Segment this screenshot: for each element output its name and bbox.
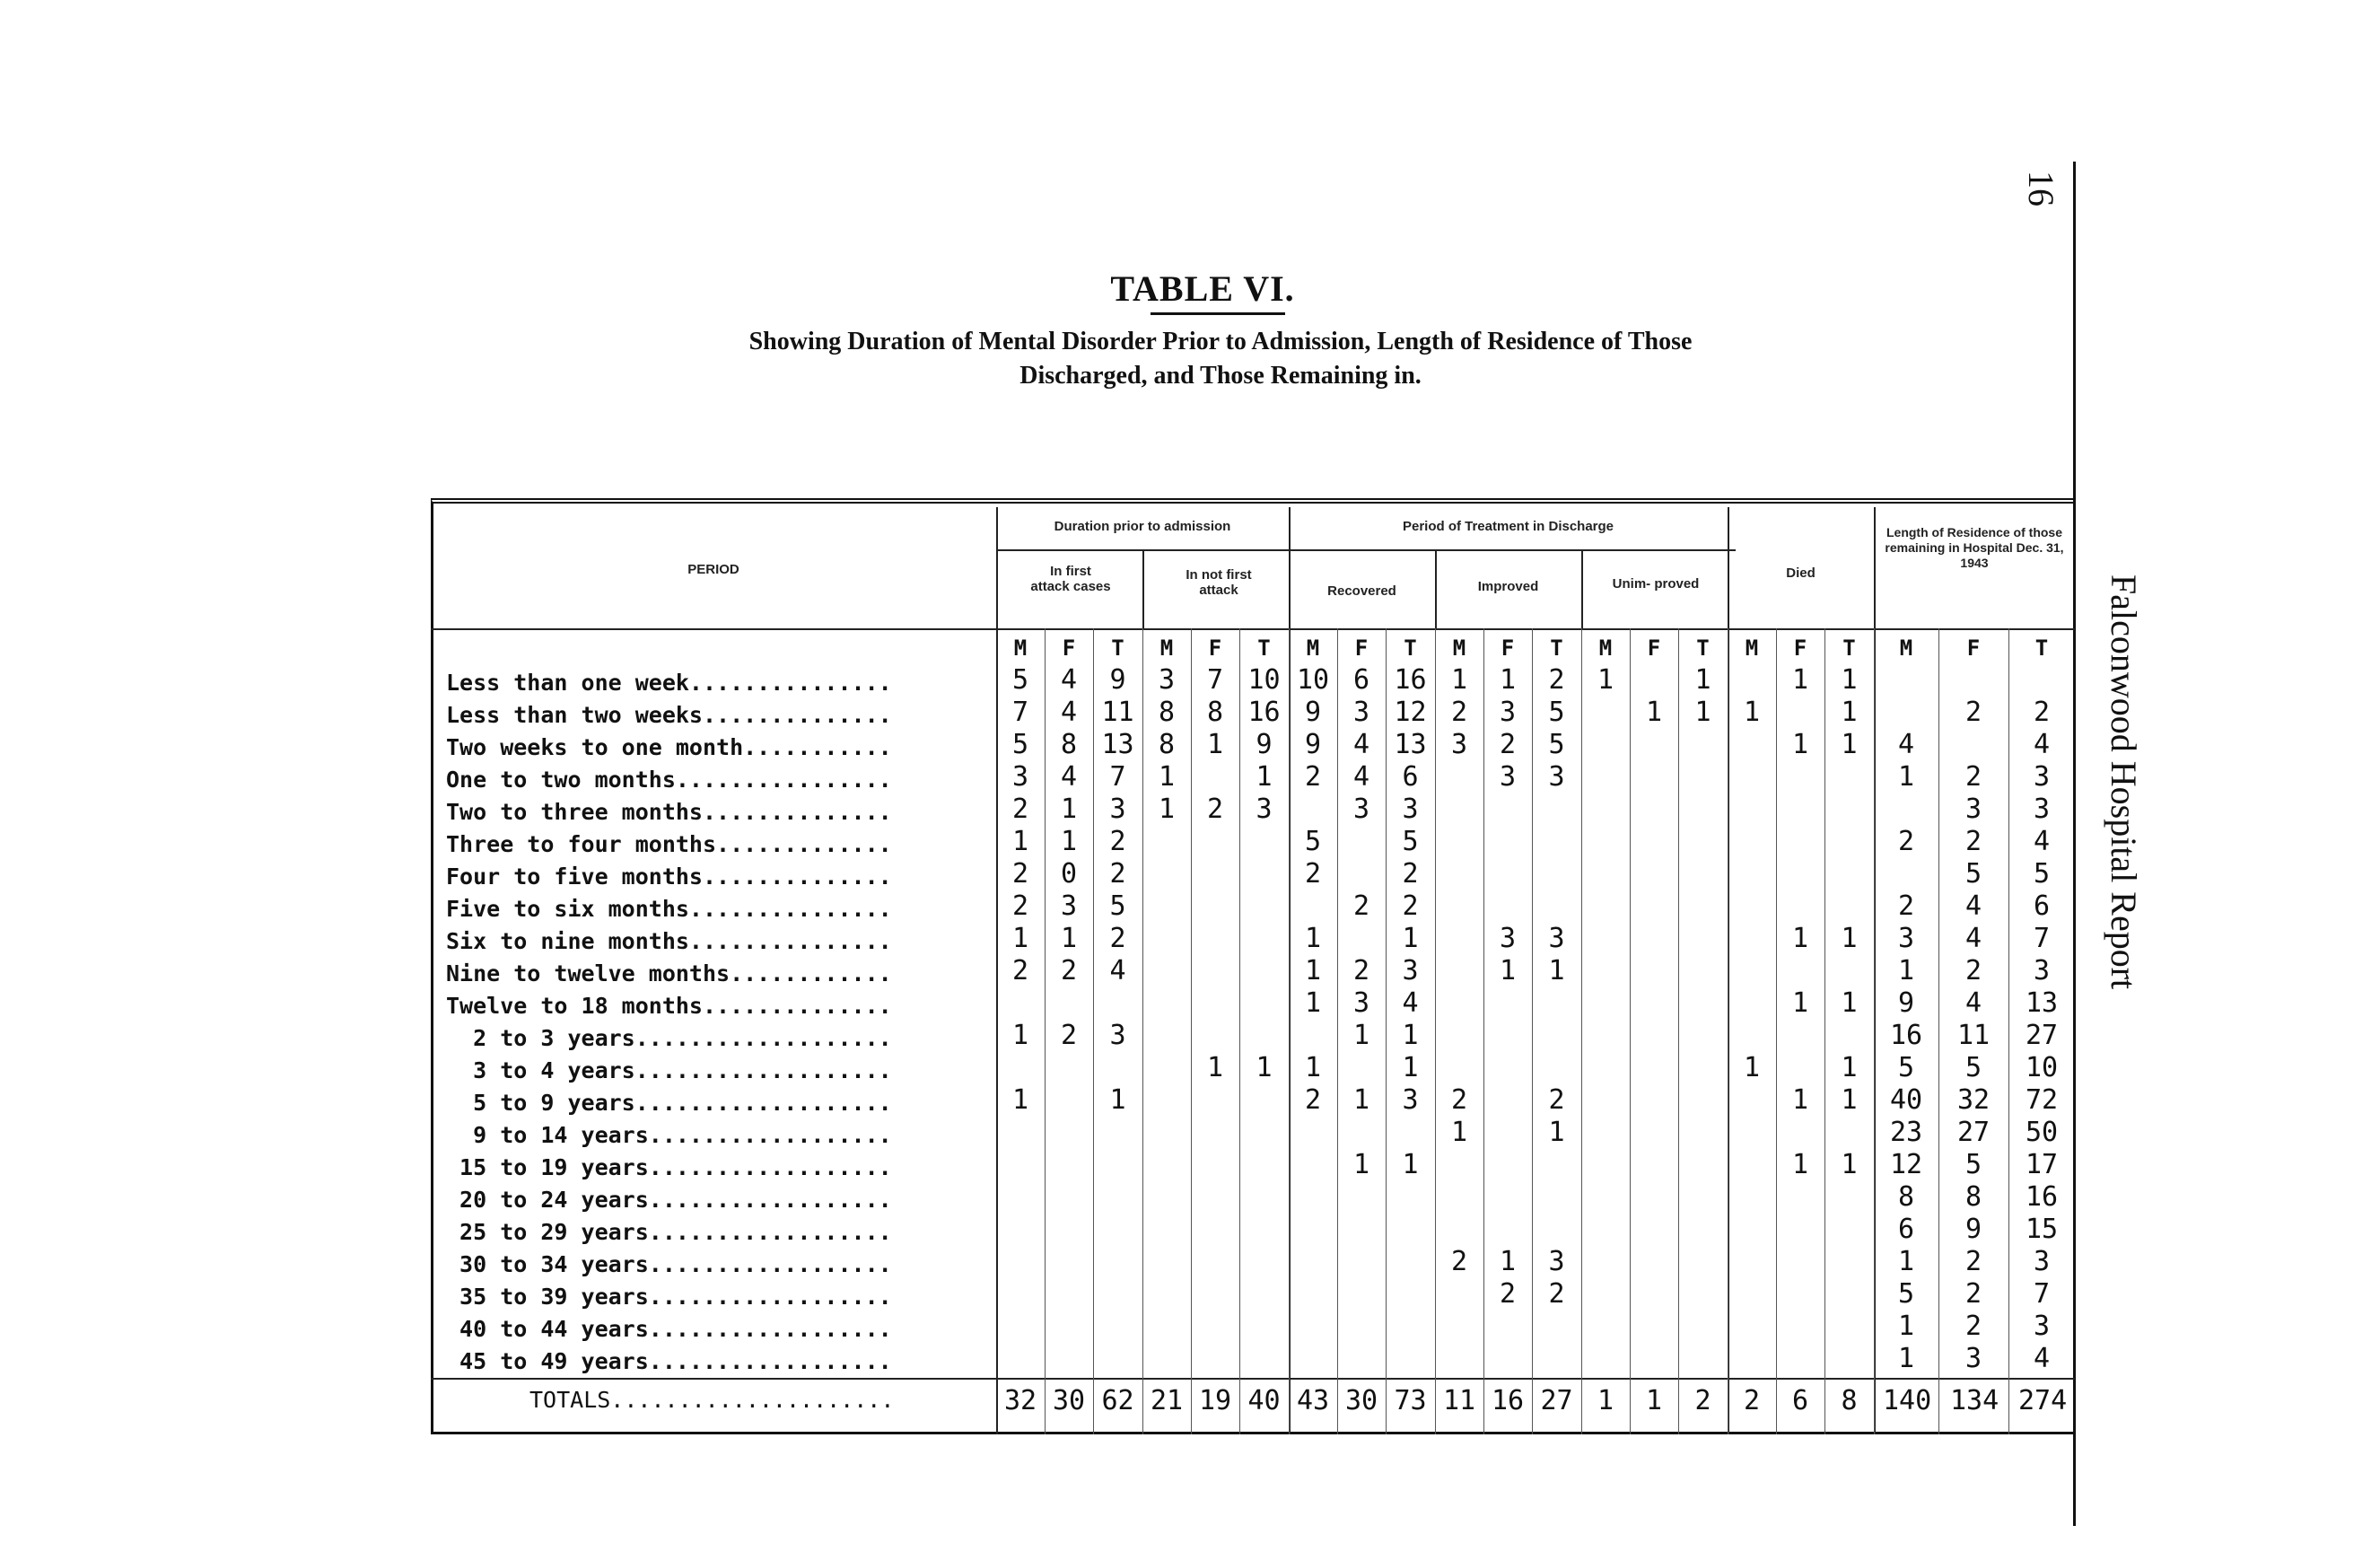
died-header: Died [1786, 565, 1816, 581]
totals-cell: 6 [1791, 1385, 1809, 1416]
table-cell: 4 [1964, 987, 1982, 1019]
table-cell: 13 [1101, 729, 1134, 760]
row-period-label: Two weeks to one month........... [446, 734, 892, 760]
column-letter: F [1354, 636, 1369, 661]
table-cell: 72 [2025, 1084, 2059, 1116]
table-cell: 15 [2025, 1214, 2059, 1245]
table-cell: 1 [1841, 664, 1858, 696]
table-cell: 1 [1897, 1311, 1915, 1342]
duration-divider [1142, 549, 1144, 628]
row-period-label: 35 to 39 years.................. [446, 1284, 892, 1310]
row-period-label: 15 to 19 years.................. [446, 1154, 892, 1180]
not-first-attack-header: In not first attack [1186, 567, 1252, 598]
table-cell: 6 [1897, 1214, 1915, 1245]
table-cell: 5 [2033, 858, 2051, 890]
table-cell: 7 [1109, 761, 1126, 793]
table-cell: 1 [1791, 664, 1809, 696]
table-cell: 1 [1206, 729, 1224, 760]
table-cell: 1 [1897, 955, 1915, 986]
table-cell: 1 [1402, 923, 1419, 954]
column-rule [1581, 628, 1582, 1434]
table-cell: 1 [1304, 923, 1322, 954]
totals-cell: 16 [1491, 1385, 1525, 1416]
table-cell: 3 [1402, 793, 1419, 825]
totals-cell: 73 [1394, 1385, 1427, 1416]
table-cell: 5 [1964, 858, 1982, 890]
totals-cell: 1 [1597, 1385, 1614, 1416]
table-cell: 1 [1060, 923, 1078, 954]
table-cell: 2 [1109, 923, 1126, 954]
table-cell: 1 [1841, 923, 1858, 954]
table-cell: 1 [1402, 1149, 1419, 1180]
table-cell: 1 [1791, 923, 1809, 954]
table-cell: 3 [1352, 697, 1370, 728]
totals-cell: 19 [1198, 1385, 1232, 1416]
table-cell: 7 [2033, 923, 2051, 954]
table-cell: 9 [1897, 987, 1915, 1019]
table-cell: 1 [1743, 697, 1761, 728]
table-cell: 1 [1499, 955, 1517, 986]
table-cell: 1 [1402, 1020, 1419, 1051]
column-rule [1938, 628, 1939, 1434]
table-cell: 8 [1158, 697, 1176, 728]
table-cell: 1 [1402, 1052, 1419, 1083]
table-cell: 5 [1964, 1052, 1982, 1083]
table-cell: 1 [1841, 1052, 1858, 1083]
table-cell: 3 [2033, 1246, 2051, 1277]
table-cell: 3 [1109, 793, 1126, 825]
table-cell: 8 [1206, 697, 1224, 728]
table-cell: 1 [1060, 826, 1078, 857]
table-cell: 16 [2025, 1181, 2059, 1213]
column-letter: M [1306, 636, 1320, 661]
table-cell: 27 [1956, 1117, 1991, 1148]
table-cell: 8 [1158, 729, 1176, 760]
table-cell: 3 [2033, 761, 2051, 793]
table-cell: 4 [1060, 664, 1078, 696]
row-period-label: Four to five months.............. [446, 864, 892, 890]
table-cell: 1 [1304, 987, 1322, 1019]
table-cell: 3 [1499, 923, 1517, 954]
table-cell: 5 [1304, 826, 1322, 857]
table-subtitle [574, 325, 1867, 393]
column-rule [1630, 628, 1631, 1434]
table-cell: 17 [2025, 1149, 2059, 1180]
table-cell: 9 [1304, 729, 1322, 760]
totals-cell: 30 [1344, 1385, 1378, 1416]
table-cell: 3 [2033, 1311, 2051, 1342]
totals-cell: 8 [1841, 1385, 1858, 1416]
table-cell: 10 [2025, 1052, 2059, 1083]
totals-cell: 27 [1540, 1385, 1573, 1416]
table-cell: 16 [1889, 1020, 1923, 1051]
table-cell: 5 [1402, 826, 1419, 857]
table-cell: 1 [1897, 1343, 1915, 1374]
row-period-label: 30 to 34 years.................. [446, 1251, 892, 1277]
table-cell: 1 [1897, 761, 1915, 793]
column-letter: M [1745, 636, 1759, 661]
table-cell: 3 [1499, 761, 1517, 793]
table-cell: 4 [1060, 761, 1078, 793]
table-cell: 1 [1694, 664, 1711, 696]
table-cell: 3 [1548, 1246, 1565, 1277]
table-cell: 3 [2033, 955, 2051, 986]
table-cell: 1 [1304, 955, 1322, 986]
table-cell: 1 [1841, 729, 1858, 760]
table-cell: 4 [2033, 1343, 2051, 1374]
column-letter: T [1842, 636, 1856, 661]
row-period-label: 45 to 49 years.................. [446, 1348, 892, 1374]
treatment-header: Period of Treatment in Discharge [1402, 519, 1614, 534]
table-cell: 5 [1109, 890, 1126, 922]
table-cell: 1 [1450, 664, 1468, 696]
table-cell: 2 [1450, 1246, 1468, 1277]
table-cell: 2 [1964, 761, 1982, 793]
table-cell: 2 [1964, 697, 1982, 728]
table-cell: 7 [1206, 664, 1224, 696]
totals-cell: 40 [1247, 1385, 1281, 1416]
column-letter: F [1793, 636, 1807, 661]
table-cell: 2 [1450, 697, 1468, 728]
table-cell: 5 [1897, 1052, 1915, 1083]
table-cell: 1 [1841, 1084, 1858, 1116]
row-period-label: One to two months................ [446, 767, 892, 793]
table-cell: 4 [1402, 987, 1419, 1019]
table-cell: 2 [1352, 890, 1370, 922]
table-cell: 1 [1645, 697, 1663, 728]
table-cell: 1 [1791, 729, 1809, 760]
totals-cell: 32 [1003, 1385, 1037, 1416]
table-cell: 2 [1964, 955, 1982, 986]
totals-cell: 1 [1645, 1385, 1663, 1416]
table-cell: 2 [1304, 858, 1322, 890]
table-cell: 1 [1791, 1149, 1809, 1180]
table-cell: 2 [1109, 826, 1126, 857]
column-letter: F [1966, 636, 1981, 661]
column-letter: T [1257, 636, 1271, 661]
totals-label: TOTALS..................... [529, 1387, 895, 1413]
table-cell: 9 [1256, 729, 1273, 760]
table-cell: 6 [2033, 890, 2051, 922]
table-cell: 10 [1296, 664, 1330, 696]
column-rule [2008, 628, 2009, 1434]
table-cell: 3 [1352, 793, 1370, 825]
row-period-label: 5 to 9 years................... [446, 1090, 892, 1116]
table-cell: 1 [1548, 1117, 1565, 1148]
table-cell: 1 [1841, 1149, 1858, 1180]
table-cell: 6 [1402, 761, 1419, 793]
table-cell: 1 [1011, 1020, 1029, 1051]
table-cell: 2 [1964, 1311, 1982, 1342]
header-rule-top [996, 549, 1736, 551]
table-cell: 2 [1304, 761, 1322, 793]
table-cell: 3 [1402, 1084, 1419, 1116]
table-cell: 4 [1109, 955, 1126, 986]
table-cell: 2 [1548, 1084, 1565, 1116]
table-cell: 2 [1897, 890, 1915, 922]
table-cell: 8 [1897, 1181, 1915, 1213]
table-cell: 2 [1060, 1020, 1078, 1051]
table-cell: 4 [1352, 729, 1370, 760]
table-cell: 2 [1352, 955, 1370, 986]
table-cell: 40 [1889, 1084, 1923, 1116]
table-cell: 3 [1548, 923, 1565, 954]
table-cell: 5 [1897, 1278, 1915, 1310]
table-cell: 3 [1402, 955, 1419, 986]
table-cell: 1 [1158, 793, 1176, 825]
table-cell: 2 [1304, 1084, 1322, 1116]
table-cell: 3 [1352, 987, 1370, 1019]
row-period-label: Less than two weeks.............. [446, 702, 892, 728]
table-cell: 4 [1352, 761, 1370, 793]
table-cell: 1 [1791, 1084, 1809, 1116]
column-letter: M [1159, 636, 1174, 661]
table-cell: 5 [1964, 1149, 1982, 1180]
table-cell: 0 [1060, 858, 1078, 890]
column-letter: T [1404, 636, 1417, 661]
table-cell: 5 [1011, 664, 1029, 696]
table-cell: 7 [1011, 697, 1029, 728]
table-cell: 1 [1450, 1117, 1468, 1148]
table-cell: 3 [1060, 890, 1078, 922]
column-rule [1678, 628, 1679, 1434]
table-cell: 1 [1352, 1084, 1370, 1116]
column-letter: T [1111, 636, 1124, 661]
row-period-label: 20 to 24 years.................. [446, 1187, 892, 1213]
table-cell: 11 [1101, 697, 1134, 728]
table-cell: 1 [1897, 1246, 1915, 1277]
column-letter: M [1452, 636, 1466, 661]
totals-rule [431, 1378, 2075, 1380]
table-cell: 2 [2033, 697, 2051, 728]
table-cell: 32 [1956, 1084, 1991, 1116]
table-cell: 1 [1011, 826, 1029, 857]
duration-header: Duration prior to admission [1054, 519, 1231, 534]
table-cell: 3 [1964, 1343, 1982, 1374]
table-cell: 1 [1791, 987, 1809, 1019]
page-number: 16 [2021, 171, 2061, 206]
subtitle-line-1: Showing Duration of Mental Disorder Prior to Admission, Length of Residence of Those [748, 328, 1693, 355]
table-cell: 1 [1694, 697, 1711, 728]
column-letter: F [1501, 636, 1515, 661]
table-title: TABLE VI. [1110, 268, 1295, 309]
table-cell: 1 [1548, 955, 1565, 986]
table-cell: 3 [1964, 793, 1982, 825]
subtitle-line-2: Discharged, and Those Remaining in. [1019, 362, 1422, 390]
table-cell: 2 [1011, 793, 1029, 825]
row-period-label: Five to six months............... [446, 896, 892, 922]
table-cell: 50 [2025, 1117, 2059, 1148]
table-cell: 9 [1964, 1214, 1982, 1245]
running-title: Falconwood Hospital Report [2104, 574, 2144, 990]
table-cell: 2 [1450, 1084, 1468, 1116]
table-cell: 1 [1499, 664, 1517, 696]
row-period-label: Six to nine months............... [446, 928, 892, 954]
totals-cell: 140 [1883, 1385, 1932, 1416]
table-cell: 2 [1011, 890, 1029, 922]
table-cell: 2 [1964, 1278, 1982, 1310]
table-cell: 2 [1499, 1278, 1517, 1310]
table-cell: 12 [1394, 697, 1427, 728]
table-cell: 2 [1402, 890, 1419, 922]
table-cell: 2 [1109, 858, 1126, 890]
column-rule [1874, 628, 1875, 1434]
table-cell: 16 [1394, 664, 1427, 696]
header-rule-bottom [431, 628, 2075, 630]
table-cell: 3 [1109, 1020, 1126, 1051]
totals-cell: 2 [1743, 1385, 1761, 1416]
row-period-label: 2 to 3 years................... [446, 1025, 892, 1051]
table-cell: 8 [1060, 729, 1078, 760]
column-letter: M [1899, 636, 1913, 661]
table-cell: 1 [1011, 923, 1029, 954]
table-cell: 6 [1352, 664, 1370, 696]
table-cell: 27 [2025, 1020, 2059, 1051]
table-cell: 11 [1956, 1020, 1991, 1051]
column-letter: M [1598, 636, 1613, 661]
table-cell: 23 [1889, 1117, 1923, 1148]
row-period-label: Two to three months.............. [446, 799, 892, 825]
table-cell: 9 [1304, 697, 1322, 728]
table-cell: 1 [1597, 664, 1614, 696]
table-cell: 16 [1247, 697, 1281, 728]
table-cell: 4 [2033, 729, 2051, 760]
table-cell: 3 [1499, 697, 1517, 728]
table-cell: 1 [1158, 761, 1176, 793]
table-cell: 1 [1060, 793, 1078, 825]
column-letter: F [1647, 636, 1661, 661]
table-cell: 3 [1897, 923, 1915, 954]
totals-cell: 11 [1442, 1385, 1476, 1416]
totals-cell: 30 [1052, 1385, 1086, 1416]
totals-cell: 62 [1101, 1385, 1134, 1416]
improved-header: Improved [1477, 579, 1539, 594]
table-cell: 3 [1548, 761, 1565, 793]
table-cell: 13 [1394, 729, 1427, 760]
totals-cell: 43 [1296, 1385, 1330, 1416]
table-cell: 1 [1352, 1020, 1370, 1051]
row-period-label: Nine to twelve months............ [446, 960, 892, 986]
column-letter: F [1208, 636, 1222, 661]
table-cell: 2 [1548, 664, 1565, 696]
table-cell: 1 [1256, 761, 1273, 793]
column-letter: T [1550, 636, 1563, 661]
table-cell: 2 [1011, 858, 1029, 890]
table-cell: 5 [1548, 729, 1565, 760]
table-cell: 1 [1352, 1149, 1370, 1180]
row-period-label: Twelve to 18 months.............. [446, 993, 892, 1019]
first-attack-header: In first attack cases [1030, 564, 1111, 594]
totals-cell: 274 [2018, 1385, 2068, 1416]
row-period-label: 3 to 4 years................... [446, 1057, 892, 1083]
table-cell: 3 [1158, 664, 1176, 696]
table-cell: 2 [1499, 729, 1517, 760]
table-cell: 3 [1256, 793, 1273, 825]
table-cell: 1 [1256, 1052, 1273, 1083]
period-header: PERIOD [687, 562, 739, 577]
table-cell: 4 [1897, 729, 1915, 760]
table-cell: 2 [1402, 858, 1419, 890]
table-cell: 4 [1964, 923, 1982, 954]
table-cell: 4 [1060, 697, 1078, 728]
table-cell: 2 [1011, 955, 1029, 986]
totals-cell: 2 [1694, 1385, 1711, 1416]
recovered-header: Recovered [1327, 583, 1396, 599]
table-cell: 1 [1841, 987, 1858, 1019]
table-cell: 3 [1011, 761, 1029, 793]
table-cell: 1 [1206, 1052, 1224, 1083]
row-period-label: Three to four months............. [446, 831, 892, 857]
column-letter: T [2034, 636, 2049, 661]
table-cell: 5 [1011, 729, 1029, 760]
improved-divider [1581, 549, 1583, 628]
table-cell: 7 [2033, 1278, 2051, 1310]
table-cell: 12 [1889, 1149, 1923, 1180]
table-cell: 1 [1499, 1246, 1517, 1277]
totals-cell: 134 [1950, 1385, 1999, 1416]
table-cell: 3 [1450, 729, 1468, 760]
totals-cell: 21 [1150, 1385, 1184, 1416]
table-cell: 4 [1964, 890, 1982, 922]
table-cell: 1 [1304, 1052, 1322, 1083]
table-cell: 2 [1548, 1278, 1565, 1310]
table-cell: 1 [1743, 1052, 1761, 1083]
table-cell: 1 [1841, 697, 1858, 728]
row-period-label: 9 to 14 years.................. [446, 1122, 892, 1148]
table-cell: 13 [2025, 987, 2059, 1019]
table-cell: 2 [1964, 826, 1982, 857]
table-cell: 1 [1011, 1084, 1029, 1116]
table-cell: 4 [2033, 826, 2051, 857]
table-cell: 3 [2033, 793, 2051, 825]
column-letter: M [1013, 636, 1028, 661]
table-cell: 5 [1548, 697, 1565, 728]
table-cell: 2 [1206, 793, 1224, 825]
table-cell: 2 [1964, 1246, 1982, 1277]
row-period-label: 40 to 44 years.................. [446, 1316, 892, 1342]
row-period-label: 25 to 29 years.................. [446, 1219, 892, 1245]
table-cell: 8 [1964, 1181, 1982, 1213]
table-cell: 1 [1109, 1084, 1126, 1116]
table-cell: 2 [1897, 826, 1915, 857]
table-cell: 10 [1247, 664, 1281, 696]
column-letter: F [1062, 636, 1076, 661]
column-letter: T [1696, 636, 1710, 661]
row-period-label: Less than one week............... [446, 670, 892, 696]
length-residence-header: Length of Residence of those remaining in Hospital Dec. 31, 1943 [1885, 525, 2064, 570]
table-cell: 9 [1109, 664, 1126, 696]
unimproved-header: Unim- proved [1612, 576, 1700, 592]
table-cell: 2 [1060, 955, 1078, 986]
title-underline [1151, 312, 1285, 315]
